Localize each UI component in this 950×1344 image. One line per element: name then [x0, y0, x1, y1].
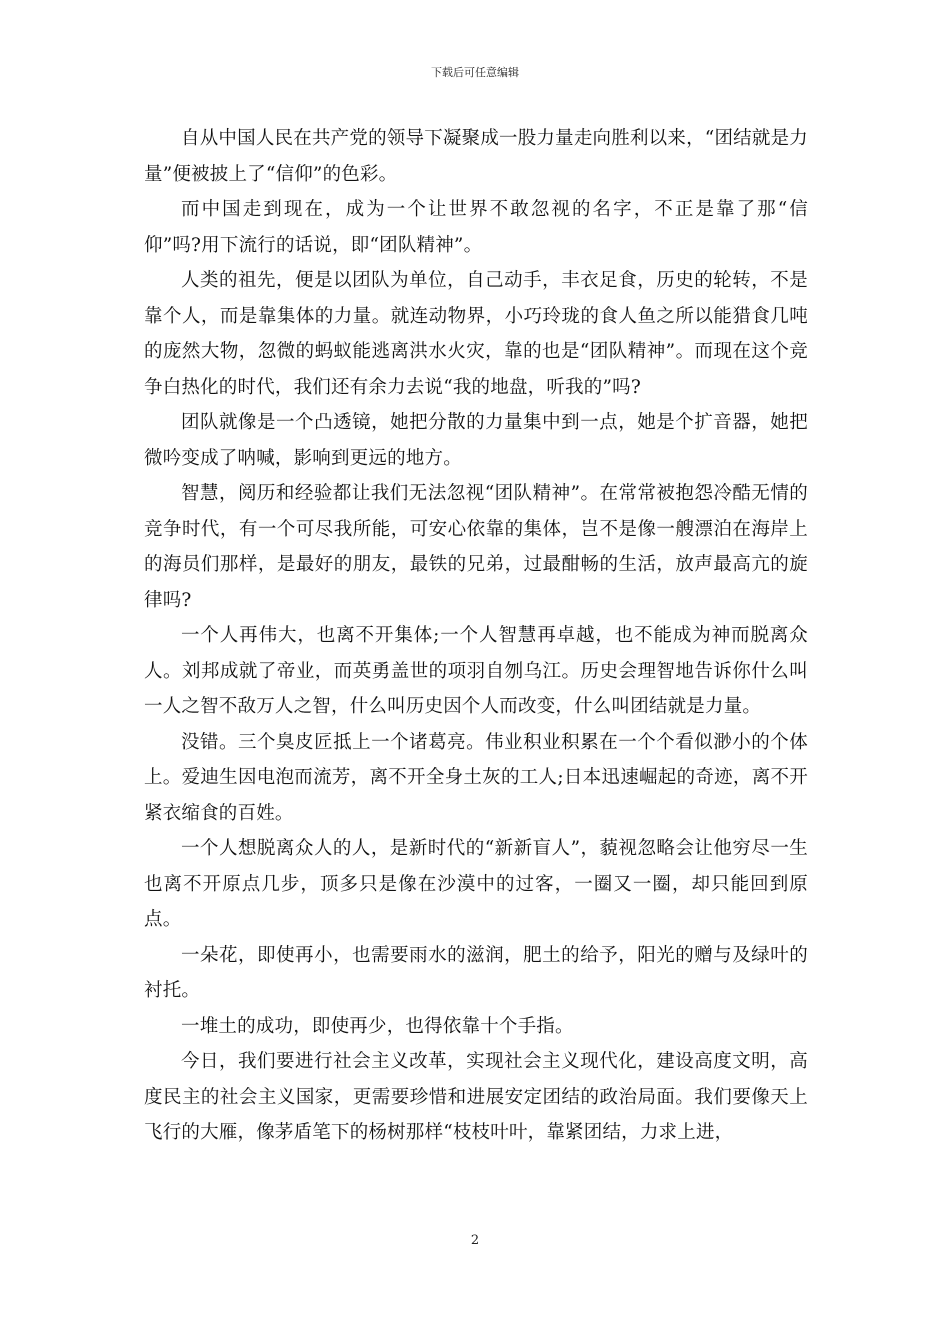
paragraph: 今日，我们要进行社会主义改革，实现社会主义现代化，建设高度文明，高度民主的社会主义国家，更需要珍惜和进展安定团结的政治局面。我们要像天上飞行的大雁，像茅盾笔下的杨树那样“枝枝叶叶，靠紧团结，力求上进，: [144, 1051, 808, 1143]
paragraph: 自从中国人民在共产党的领导下凝聚成一股力量走向胜利以来，“团结就是力量”便被披上了“信仰”的色彩。: [144, 128, 808, 185]
paragraph: 一朵花，即使再小，也需要雨水的滋润，肥土的给予，阳光的赠与及绿叶的衬托。: [144, 944, 808, 1001]
paragraph: 一堆土的成功，即使再少，也得依靠十个手指。: [181, 1015, 574, 1037]
paragraph: 团队就像是一个凸透镜，她把分散的力量集中到一点，她是个扩音器，她把微吟变成了呐喊，影响到更远的地方。: [144, 412, 808, 469]
paragraph: 而中国走到现在，成为一个让世界不敢忽视的名字，不正是靠了那“信仰”吗?用下流行的话说，即“团队精神”。: [144, 199, 808, 256]
paragraph: 没错。三个臭皮匠抵上一个诸葛亮。伟业积业积累在一个个看似渺小的个体上。爱迪生因电泡而流芳，离不开全身土灰的工人;日本迅速崛起的奇迹，离不开紧衣缩食的百姓。: [144, 731, 808, 824]
document-body: [144, 121, 808, 1151]
paragraph: 一个人再伟大，也离不开集体;一个人智慧再卓越，也不能成为神而脱离众人。刘邦成就了帝业，而英勇盖世的项羽自刎乌江。历史会理智地告诉你什么叫一人之智不敌万人之智，什么叫历史因个人而改变，什么叫团结就是力量。: [144, 625, 808, 717]
paragraph: 一个人想脱离众人的人，是新时代的“新新盲人”，藐视忽略会让他穷尽一生也离不开原点几步，顶多只是像在沙漠中的过客，一圈又一圈，却只能回到原点。: [144, 838, 808, 930]
page-header: 下载后可任意编辑: [431, 66, 519, 79]
page-number: 2: [470, 1233, 480, 1248]
paragraph: 智慧，阅历和经验都让我们无法忽视“团队精神”。在常常被抱怨冷酷无情的竞争时代，有一个可尽我所能，可安心依靠的集体，岂不是像一艘漂泊在海岸上的海员们那样，是最好的朋友，最铁的兄弟，过最酣畅的生活，放声最高亢的旋律吗?: [144, 483, 808, 611]
paragraph: 人类的祖先，便是以团队为单位，自己动手，丰衣足食，历史的轮转，不是靠个人，而是靠集体的力量。就连动物界，小巧玲珑的食人鱼之所以能猎食几吨的庞然大物，忽微的蚂蚁能逃离洪水火灾，靠的也是“团队精神”。而现在这个竞争白热化的时代，我们还有余力去说“我的地盘，听我的”吗?: [144, 270, 808, 398]
